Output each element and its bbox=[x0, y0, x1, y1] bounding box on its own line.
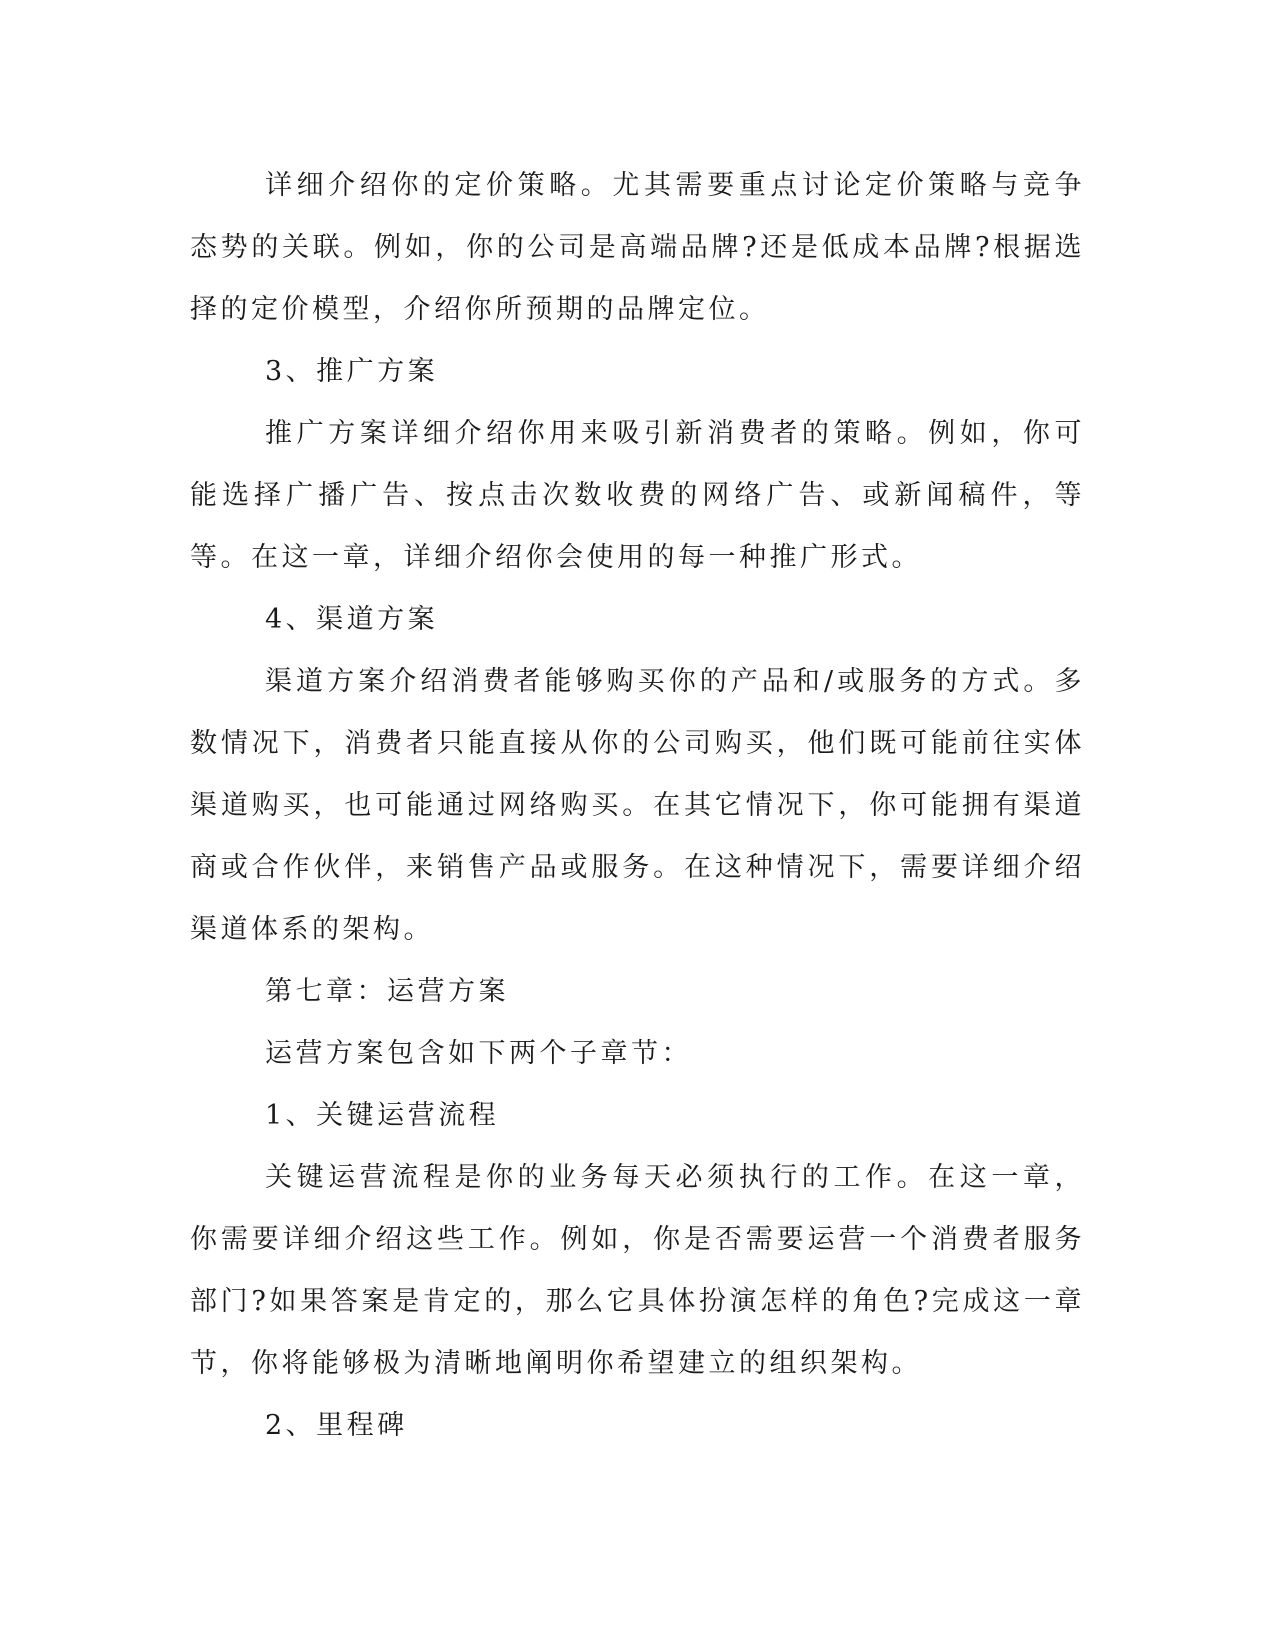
paragraph-key-processes: 关键运营流程是你的业务每天必须执行的工作。在这一章，你需要详细介绍这些工作。例如，你是否需要运营一个消费者服务部门?如果答案是肯定的，那么它具体扮演怎样的角色?完成这一章节，你将能够极为清晰地阐明你希望建立的组织架构。 bbox=[190, 1162, 1085, 1379]
section-heading-channel-plan: 4、渠道方案 bbox=[265, 604, 439, 635]
paragraph-operations-intro: 运营方案包含如下两个子章节： bbox=[265, 1038, 692, 1069]
section-heading-milestones: 2、里程碑 bbox=[265, 1410, 408, 1441]
document-body bbox=[190, 155, 1085, 1457]
chapter-heading-operations-plan: 第七章：运营方案 bbox=[265, 976, 509, 1007]
paragraph-channel-plan: 渠道方案介绍消费者能够购买你的产品和/或服务的方式。多数情况下，消费者只能直接从你的公司购买，他们既可能前往实体渠道购买，也可能通过网络购买。在其它情况下，你可能拥有渠道商或合作伙伴，来销售产品或服务。在这种情况下，需要详细介绍渠道体系的架构。 bbox=[190, 666, 1085, 945]
paragraph-pricing-strategy: 详细介绍你的定价策略。尤其需要重点讨论定价策略与竞争态势的关联。例如，你的公司是高端品牌?还是低成本品牌?根据选择的定价模型，介绍你所预期的品牌定位。 bbox=[190, 170, 1085, 325]
section-heading-key-processes: 1、关键运营流程 bbox=[265, 1100, 500, 1131]
paragraph-promotion-plan: 推广方案详细介绍你用来吸引新消费者的策略。例如，你可能选择广播广告、按点击次数收费的网络广告、或新闻稿件，等等。在这一章，详细介绍你会使用的每一种推广形式。 bbox=[190, 418, 1085, 573]
section-heading-promotion-plan: 3、推广方案 bbox=[265, 356, 439, 387]
